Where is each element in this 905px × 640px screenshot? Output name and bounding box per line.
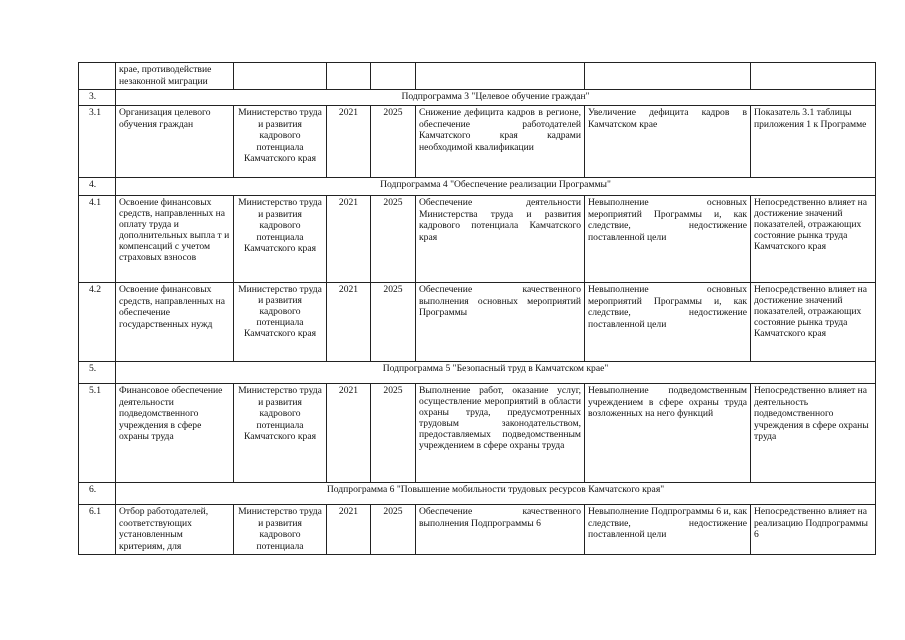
row-number: 5. <box>79 362 116 384</box>
non-implementation-consequence: Увеличение дефицита кадров в Камчатском крае <box>585 106 751 178</box>
end-year: 2025 <box>371 106 416 178</box>
executor: Министерство труда и развития кадрового потенциала Камчатского края <box>234 283 327 362</box>
end-year: 2025 <box>371 505 416 555</box>
subprogram-title: Подпрограмма 3 "Целевое обучение граждан" <box>116 90 876 106</box>
executor <box>234 63 327 90</box>
start-year: 2021 <box>327 196 371 283</box>
expected-result: Обеспечение качественного выполнения Подпрограммы 6 <box>416 505 585 555</box>
start-year: 2021 <box>327 505 371 555</box>
row-number: 6. <box>79 483 116 505</box>
measure-name: Освоение финансовых средств, направленных на обеспечение государственных нужд <box>116 283 234 362</box>
end-year: 2025 <box>371 283 416 362</box>
row-number: 5.1 <box>79 384 116 483</box>
expected-result: Обеспечение деятельности Министерства труда и развития кадрового потенциала Камчатского края <box>416 196 585 283</box>
non-implementation-consequence: Невыполнение основных мероприятий Программы и, как следствие, недостижение поставленной цели <box>585 283 751 362</box>
expected-result: Обеспечение качественного выполнения основных мероприятий Программы <box>416 283 585 362</box>
executor: Министерство труда и развития кадрового потенциала Камчатского края <box>234 196 327 283</box>
table-row <box>79 63 876 90</box>
table-row <box>79 106 876 178</box>
row-number: 3. <box>79 90 116 106</box>
executor: Министерство труда и развития кадрового потенциала Камчатского края <box>234 106 327 178</box>
row-number: 6.1 <box>79 505 116 555</box>
non-implementation-consequence: Невыполнение основных мероприятий Программы и, как следствие, недостижение поставленной цели <box>585 196 751 283</box>
link-to-indicators: Непосредственно влияет на деятельность подведомственного учреждения в сфере охраны труда <box>751 384 876 483</box>
executor: Министерство труда и развития кадрового потенциала Камчатского края <box>234 384 327 483</box>
subprogram-title: Подпрограмма 4 "Обеспечение реализации Программы" <box>116 178 876 196</box>
subprogram-header-row <box>79 483 876 505</box>
subprogram-title: Подпрограмма 5 "Безопасный труд в Камчатском крае" <box>116 362 876 384</box>
subprogram-title: Подпрограмма 6 "Повышение мобильности трудовых ресурсов Камчатского края" <box>116 483 876 505</box>
measure-name: Финансовое обеспечение деятельности подведомственного учреждения в сфере охраны труда <box>116 384 234 483</box>
measure-name: Освоение финансовых средств, направленных на оплату труда и дополнительных выпла т и компенсаций с учетом страховых взносов <box>116 196 234 283</box>
table-row <box>79 283 876 362</box>
non-implementation-consequence: Невыполнение подведомственным учреждением в сфере охраны труда возложенных на него функций <box>585 384 751 483</box>
subprogram-header-row <box>79 90 876 106</box>
link-to-indicators: Непосредственно влияет на реализацию Подпрограммы 6 <box>751 505 876 555</box>
subprogram-header-row <box>79 362 876 384</box>
expected-result: Снижение дефицита кадров в регионе, обеспечение работодателей Камчатского края кадрами необходимой квалификации <box>416 106 585 178</box>
end-year: 2025 <box>371 384 416 483</box>
start-year: 2021 <box>327 283 371 362</box>
non-implementation-consequence <box>585 63 751 90</box>
executor: Министерство труда и развития кадрового потенциала <box>234 505 327 555</box>
subprogram-header-row <box>79 178 876 196</box>
table-row <box>79 505 876 555</box>
measure-name: крае, противодействие незаконной миграции <box>116 63 234 90</box>
start-year: 2021 <box>327 384 371 483</box>
non-implementation-consequence: Невыполнение Подпрограммы 6 и, как следствие, недостижение поставленной цели <box>585 505 751 555</box>
start-year <box>327 63 371 90</box>
measure-name: Организация целевого обучения граждан <box>116 106 234 178</box>
row-number: 3.1 <box>79 106 116 178</box>
start-year: 2021 <box>327 106 371 178</box>
row-number: 4.1 <box>79 196 116 283</box>
link-to-indicators <box>751 63 876 90</box>
row-number: 4.2 <box>79 283 116 362</box>
expected-result <box>416 63 585 90</box>
link-to-indicators: Показатель 3.1 таблицы приложения 1 к Программе <box>751 106 876 178</box>
link-to-indicators: Непосредственно влияет на достижение значений показателей, отражающих состояние рынка труда Камчатского края <box>751 196 876 283</box>
expected-result: Выполнение работ, оказание услуг, осуществление мероприятий в области охраны труда, предусмотренных трудовым законодательством, предоставляемых подведомственным учреждением в сфере охраны труда <box>416 384 585 483</box>
end-year <box>371 63 416 90</box>
end-year: 2025 <box>371 196 416 283</box>
table-row <box>79 384 876 483</box>
row-number: 4. <box>79 178 116 196</box>
row-number <box>79 63 116 90</box>
link-to-indicators: Непосредственно влияет на достижение значений показателей, отражающих состояние рынка труда Камчатского края <box>751 283 876 362</box>
program-measures-table <box>78 62 876 555</box>
measure-name: Отбор работодателей, соответствующих установленным критериям, для <box>116 505 234 555</box>
table-row <box>79 196 876 283</box>
